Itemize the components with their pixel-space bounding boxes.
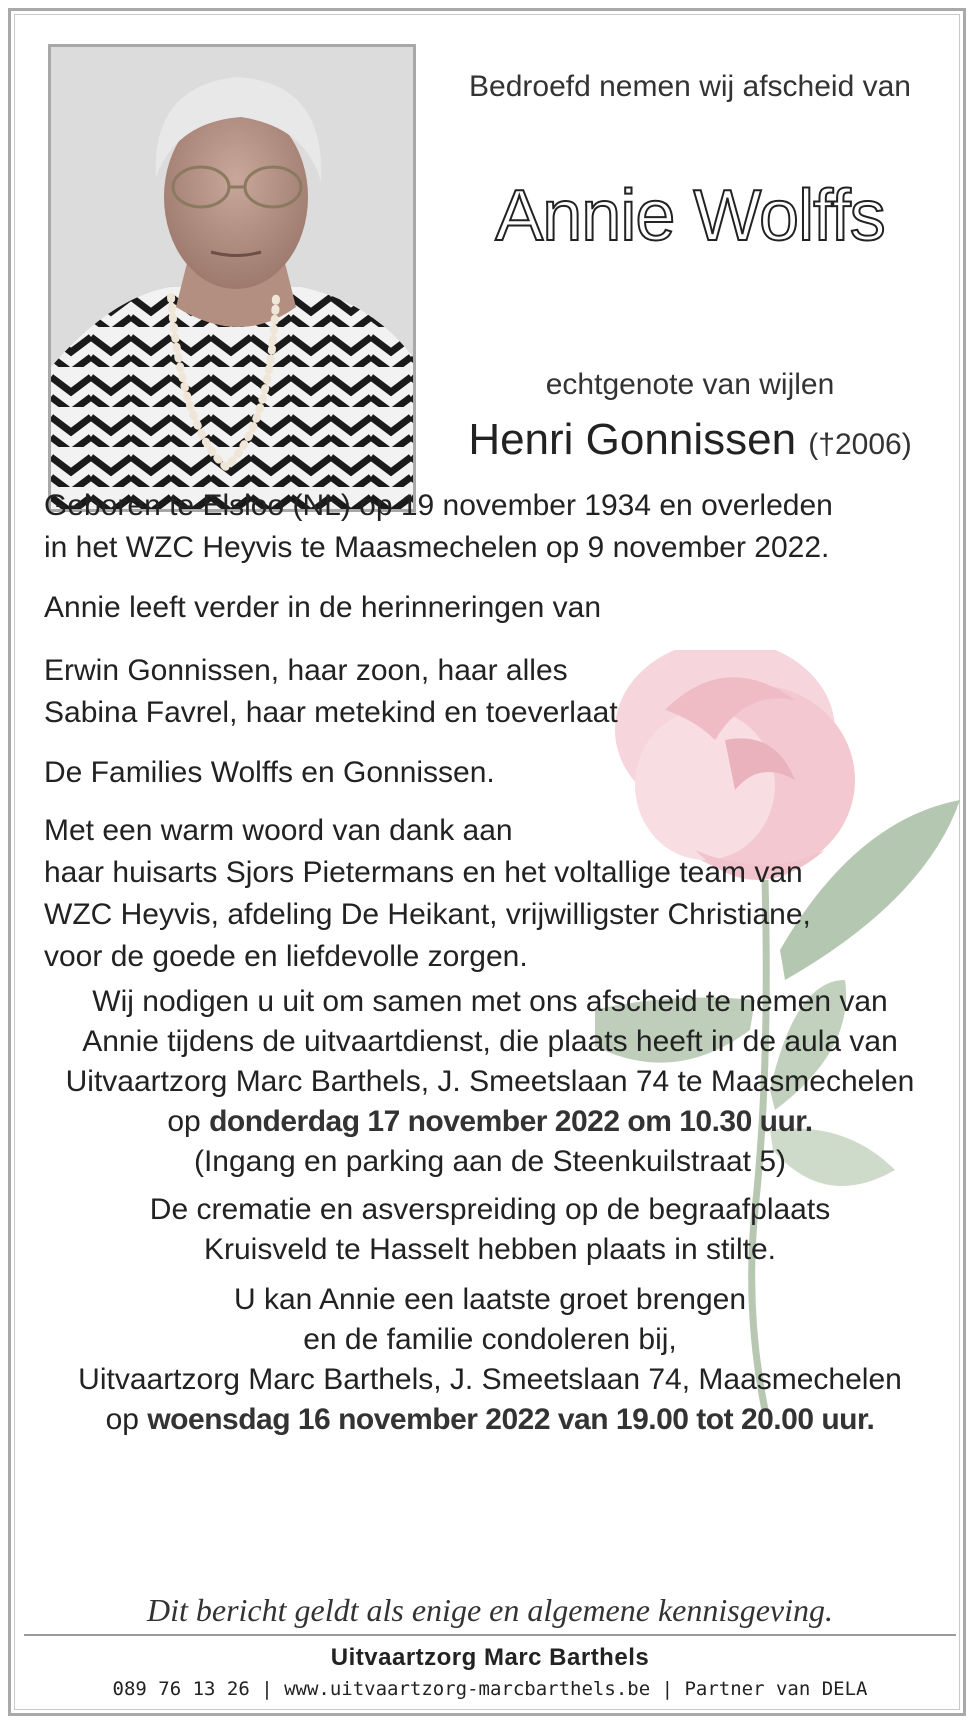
cremation-line: De crematie en asverspreiding op de begraafplaats	[149, 1193, 831, 1226]
service-date-prefix: op	[167, 1105, 201, 1138]
birth-death-block	[44, 485, 833, 569]
service-line: Annie tijdens de uitvaartdienst, die plaats heeft in de aula van	[82, 1025, 898, 1058]
birth-death-line: in het WZC Heyvis te Maasmechelen op 9 november 2022.	[44, 531, 830, 564]
parking-note: (Ingang en parking aan de Steenkuilstraat 5)	[193, 1145, 787, 1178]
remembered-intro: Annie leeft verder in de herinneringen van	[44, 591, 602, 624]
footer-info: 089 76 13 26 | www.uitvaartzorg-marcbarthels.be | Partner van DELA	[112, 1678, 868, 1700]
family-member: Erwin Gonnissen, haar zoon, haar alles	[44, 654, 568, 687]
visitation-line: en de familie condoleren bij,	[303, 1323, 677, 1356]
footer-company: Uitvaartzorg Marc Barthels	[330, 1644, 650, 1671]
thanks-line: haar huisarts Sjors Pietermans en het voltallige team van	[44, 856, 803, 889]
visitation-block	[30, 1280, 950, 1440]
notice-text: Dit bericht geldt als enige en algemene kennisgeving.	[146, 1592, 833, 1628]
service-date: donderdag 17 november 2022 om 10.30 uur.	[209, 1105, 813, 1138]
service-line: Uitvaartzorg Marc Barthels, J. Smeetslaan 74 te Maasmechelen	[65, 1065, 915, 1098]
footer-divider	[24, 1634, 956, 1636]
family-list	[44, 650, 618, 734]
family-member: Sabina Favrel, haar metekind en toeverlaat	[44, 696, 618, 729]
thanks-block	[44, 810, 811, 978]
portrait-photo	[48, 44, 416, 512]
families-line: De Families Wolffs en Gonnissen.	[44, 756, 495, 789]
visitation-date-line	[30, 1400, 950, 1440]
service-date-line	[30, 1102, 950, 1142]
intro-text: Bedroefd nemen wij afscheid van	[469, 70, 911, 103]
spouse-name: Henri Gonnissen	[468, 415, 797, 464]
birth-death-line: Geboren te Elsloo (NL) op 19 november 1934 en overleden	[44, 489, 833, 522]
deceased-name: Annie Wolffs	[495, 176, 885, 256]
visitation-date: woensdag 16 november 2022 van 19.00 tot 20.00 uur.	[147, 1403, 875, 1436]
cremation-line: Kruisveld te Hasselt hebben plaats in stilte.	[204, 1233, 776, 1266]
thanks-line: Met een warm woord van dank aan	[44, 814, 513, 847]
thanks-line: WZC Heyvis, afdeling De Heikant, vrijwilligster Christiane,	[44, 898, 811, 931]
spouse-death-note: (†2006)	[808, 428, 912, 461]
spouse-label: echtgenote van wijlen	[545, 368, 835, 401]
service-line: Wij nodigen u uit om samen met ons afscheid te nemen van	[92, 985, 888, 1018]
spouse-line	[440, 415, 940, 465]
visitation-date-prefix: op	[105, 1403, 139, 1436]
service-block	[30, 982, 950, 1182]
cremation-block	[30, 1190, 950, 1270]
visitation-line: U kan Annie een laatste groet brengen	[233, 1283, 747, 1316]
visitation-line: Uitvaartzorg Marc Barthels, J. Smeetslaan 74, Maasmechelen	[78, 1363, 902, 1396]
thanks-line: voor de goede en liefdevolle zorgen.	[44, 940, 528, 973]
